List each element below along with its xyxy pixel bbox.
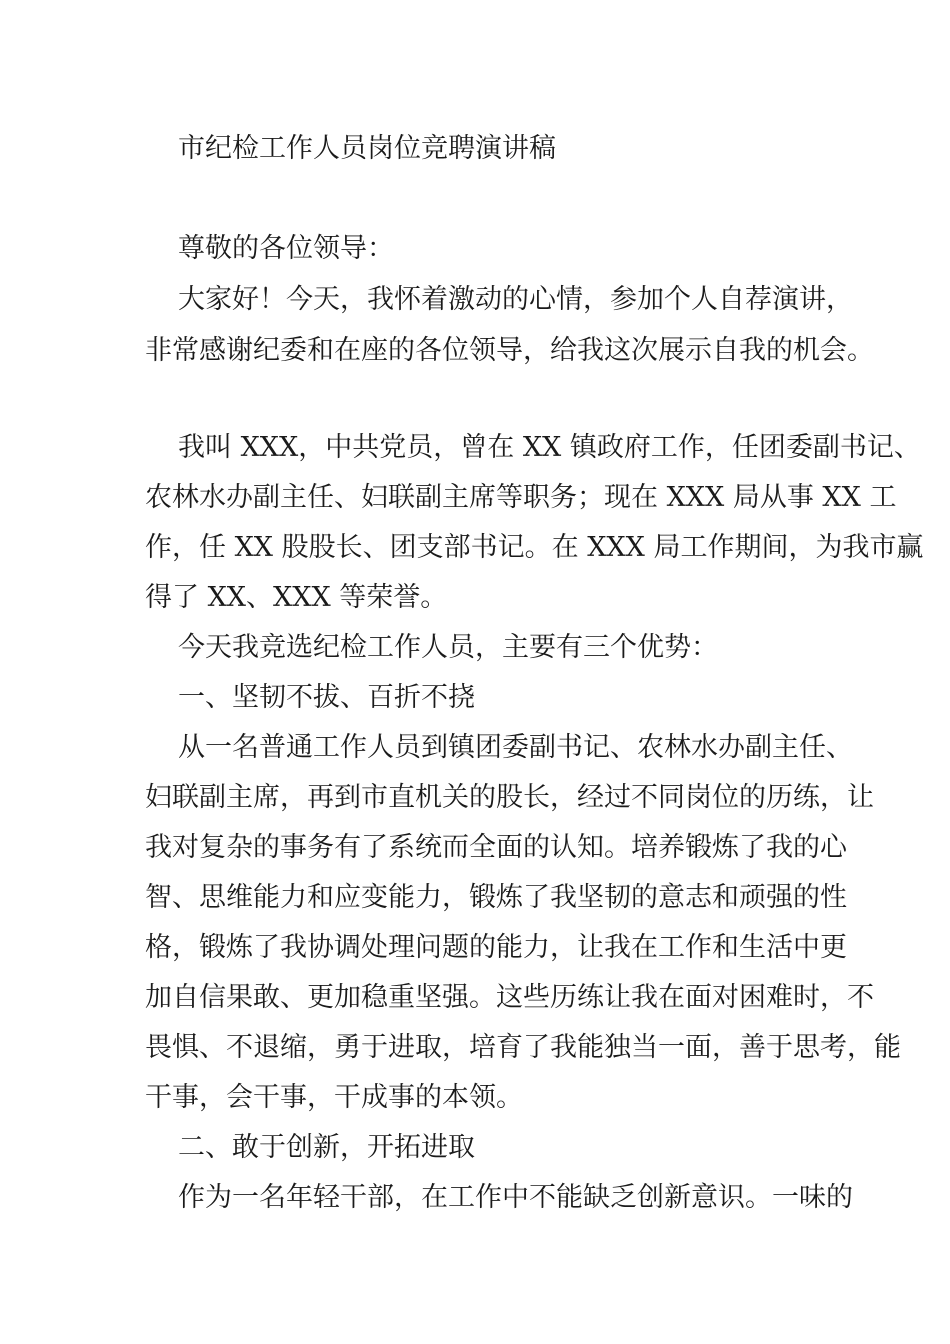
text-line: 作为一名年轻干部，在工作中不能缺乏创新意识。一味的 bbox=[178, 1182, 853, 1213]
text-line: 大家好！今天，我怀着激动的心情，参加个人自荐演讲， bbox=[178, 284, 853, 315]
text-line: 我叫 XXX，中共党员，曾在 XX 镇政府工作，任团委副书记、 bbox=[178, 432, 921, 463]
text-line: 作，任 XX 股股长、团支部书记。在 XXX 局工作期间，为我市赢 bbox=[145, 532, 924, 563]
salutation: 尊敬的各位领导： bbox=[178, 233, 394, 264]
text-line: 畏惧、不退缩，勇于进取，培育了我能独当一面，善于思考，能 bbox=[145, 1032, 901, 1063]
text-line: 得了 XX、XXX 等荣誉。 bbox=[145, 582, 448, 613]
section-heading: 一、坚韧不拔、百折不挠 bbox=[178, 682, 475, 713]
text-line: 加自信果敢、更加稳重坚强。这些历练让我在面对困难时，不 bbox=[145, 982, 874, 1013]
text-line: 我对复杂的事务有了系统而全面的认知。培养锻炼了我的心 bbox=[145, 832, 847, 863]
section-heading: 二、敢于创新，开拓进取 bbox=[178, 1132, 475, 1163]
text-line: 智、思维能力和应变能力，锻炼了我坚韧的意志和顽强的性 bbox=[145, 882, 847, 913]
text-line: 农林水办副主任、妇联副主席等职务；现在 XXX 局从事 XX 工 bbox=[145, 482, 897, 513]
text-line: 干事，会干事，干成事的本领。 bbox=[145, 1082, 523, 1113]
text-line: 今天我竞选纪检工作人员，主要有三个优势： bbox=[178, 632, 718, 663]
text-line: 妇联副主席，再到市直机关的股长，经过不同岗位的历练，让 bbox=[145, 782, 874, 813]
text-line: 格，锻炼了我协调处理问题的能力，让我在工作和生活中更 bbox=[145, 932, 847, 963]
text-line: 从一名普通工作人员到镇团委副书记、农林水办副主任、 bbox=[178, 732, 853, 763]
text-line: 非常感谢纪委和在座的各位领导，给我这次展示自我的机会。 bbox=[145, 335, 874, 366]
document-title: 市纪检工作人员岗位竞聘演讲稿 bbox=[178, 133, 556, 164]
